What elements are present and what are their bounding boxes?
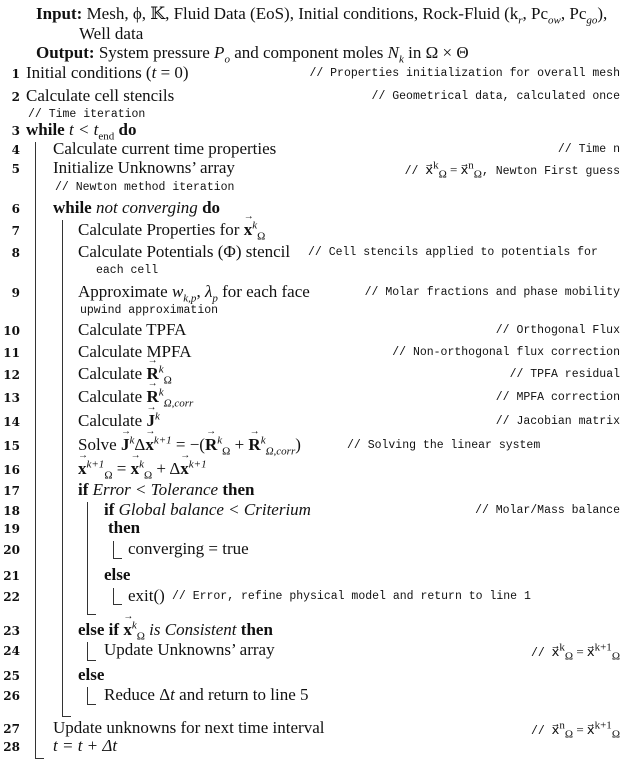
line-number: 6 [11, 202, 20, 216]
line-comment: // Molar/Mass balance [475, 504, 620, 517]
newton-while-block-end [62, 700, 71, 717]
line-number: 27 [3, 722, 20, 736]
algo-line-13 [0, 387, 632, 409]
line-text: Initial conditions (t = 0) [26, 63, 189, 82]
line-text: t = t + Δt [53, 736, 118, 755]
line-number: 20 [3, 543, 20, 557]
line-text: converging = true [128, 539, 249, 558]
line-text: Calculate → $R^k_{\Omega,corr}$ [78, 387, 193, 407]
line-comment: // Cell stencils applied to potentials for [308, 246, 598, 259]
line-number: 28 [3, 740, 20, 754]
line-text: Calculate → $R^k_\Omega$ [78, 364, 172, 384]
algo-line-17 [0, 480, 632, 502]
line-number: 7 [11, 224, 20, 238]
line-text: if Global balance < Criterium [104, 500, 311, 519]
algo-line-22 [0, 586, 632, 608]
line-text: Reduce Δt and return to line 5 [104, 685, 309, 704]
algo-line-11 [0, 342, 632, 364]
algo-line-8-comment-cont [0, 260, 632, 282]
line-comment: // Orthogonal Flux [495, 324, 620, 337]
line-number: 18 [3, 504, 20, 518]
input-label: Input: [36, 4, 83, 23]
line-number: 23 [3, 624, 20, 638]
line-number: 13 [3, 391, 20, 405]
line-comment: each cell [96, 264, 159, 277]
output-text: System pressure $P_o$ and component moles $N_k$ in Ω × Θ [98, 43, 469, 66]
line-text: else [104, 565, 131, 584]
line-comment: // MPFA correction [495, 391, 620, 404]
algo-line-20 [0, 539, 632, 561]
line-text: while not converging do [53, 198, 221, 217]
line-number: 9 [11, 286, 20, 300]
input-text: Mesh, ϕ, 𝕂, Fluid Data (EoS), Initial conditions, Rock-Fluid ($k_r$, $Pc_{ow}$, $Pc_{go}$), [86, 4, 608, 27]
line-text: then [108, 518, 141, 537]
line-comment: // Time n [557, 143, 620, 156]
line-number: 14 [3, 415, 20, 429]
line-comment: // TPFA residual [509, 368, 620, 381]
line-number: 4 [11, 143, 20, 157]
line-number: 25 [3, 669, 20, 683]
line-number: 10 [3, 324, 20, 338]
line-number: 24 [3, 644, 20, 658]
line-text: Update Unknowns’ array [104, 640, 275, 659]
line-text: Calculate cell stencils [26, 86, 175, 105]
line-comment: // Geometrical data, calculated once [371, 90, 620, 103]
algo-line-25 [0, 665, 632, 687]
algo-line-23 [0, 620, 632, 642]
line-comment: // Jacobian matrix [495, 415, 620, 428]
algo-line-10 [0, 320, 632, 342]
algo-line-21 [0, 565, 632, 587]
line-text: Calculate → $J^k$ [78, 411, 160, 431]
line-text: if Error < Tolerance then [78, 480, 255, 499]
line-comment: // x⃗$^n_\Omega$ = x⃗$^{k+1}_\Omega$ [530, 719, 620, 741]
line-text: → $x^{k+1}_\Omega$ = → $x^k_\Omega + \Delta\to x^{k+1}$ [78, 459, 207, 479]
line-text: Calculate Properties for → $x^k_\Omega$ [78, 220, 265, 240]
line-number: 21 [3, 569, 20, 583]
algo-line-1 [0, 63, 632, 85]
line-number: 8 [11, 246, 20, 260]
algo-line-7 [0, 220, 632, 242]
line-comment: // Properties initialization for overall mesh [309, 67, 620, 80]
line-number: 19 [3, 522, 20, 536]
line-comment: // Error, refine physical model and return to line 1 [172, 590, 531, 603]
line-number: 22 [3, 590, 20, 604]
line-number: 11 [3, 346, 20, 360]
line-text: Initialize Unknowns’ array [53, 158, 235, 177]
line-comment: // Solving the linear system [347, 439, 541, 452]
algo-line-9-comment-cont [0, 300, 632, 322]
algo-line-15 [0, 435, 632, 457]
line-text: Solve → $J^k\Delta\to x^{k+1}$ = −(→ $R^k_\Omega$ + → $R^k_{\Omega,corr}$) [78, 435, 301, 455]
algo-line-26 [0, 685, 632, 707]
line-comment: // x⃗$^k_\Omega$ = x⃗$^{k+1}_\Omega$ [530, 641, 620, 663]
comment-newton-iteration [0, 177, 632, 199]
algo-line-12 [0, 364, 632, 386]
line-text: Calculate Potentials (Φ) stencil [78, 242, 291, 261]
line-comment: // x⃗$^k_\Omega$ = x⃗$^n_\Omega$, Newton First guess [404, 159, 620, 181]
line-text: while $t < t_{end}$ do [26, 120, 137, 143]
algorithm-input [0, 4, 632, 26]
line-comment: // Time iteration [28, 108, 146, 121]
algo-line-14 [0, 411, 632, 433]
line-text: Calculate MPFA [78, 342, 192, 361]
line-number: 26 [3, 689, 20, 703]
line-text: Update unknowns for next time interval [53, 718, 325, 737]
line-number: 5 [11, 162, 20, 176]
line-text: else if → $x^k_\Omega$ is Consistent then [78, 620, 273, 640]
line-comment: // Molar fractions and phase mobility [364, 286, 620, 299]
line-number: 17 [3, 484, 20, 498]
output-label: Output: [36, 43, 95, 62]
algo-line-6 [0, 198, 632, 220]
algorithm-output [0, 43, 632, 65]
line-number: 16 [3, 463, 20, 477]
line-text: Approximate $w_{k,p}$, $\lambda_p$ for each face [78, 282, 310, 305]
line-text: exit() [128, 586, 165, 605]
line-number: 15 [3, 439, 20, 453]
line-comment: upwind approximation [80, 304, 219, 317]
algo-line-19 [0, 518, 632, 540]
input-continuation: Well data [79, 24, 144, 43]
line-text: Calculate current time properties [53, 139, 277, 158]
line-text: Calculate TPFA [78, 320, 187, 339]
line-comment: // Non-orthogonal flux correction [392, 346, 620, 359]
line-comment: // Newton method iteration [55, 181, 235, 194]
line-number: 12 [3, 368, 20, 382]
line-number: 2 [11, 90, 20, 104]
line-text: else [78, 665, 105, 684]
algo-line-16 [0, 459, 632, 481]
line-number: 1 [11, 67, 20, 81]
algo-line-24 [0, 640, 632, 662]
line-number: 3 [11, 124, 20, 138]
algo-line-28 [0, 736, 632, 758]
